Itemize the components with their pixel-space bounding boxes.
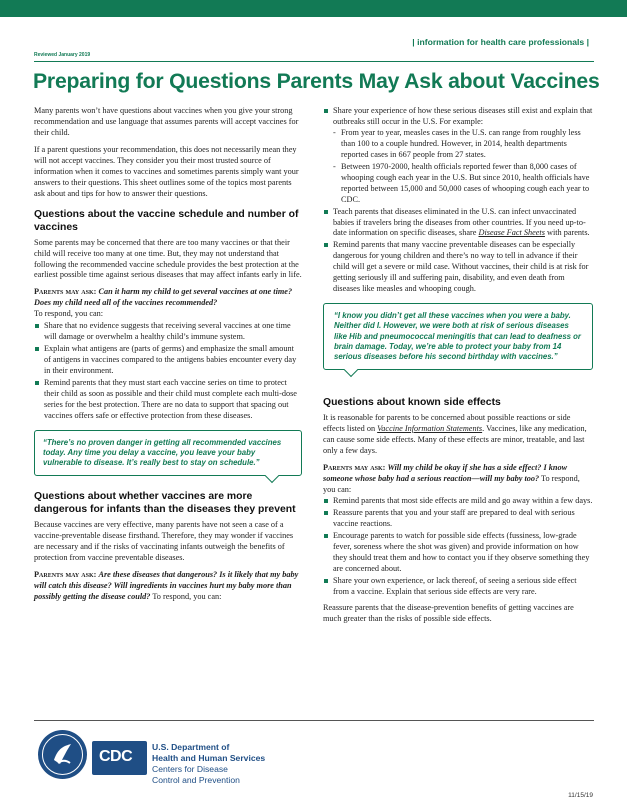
- audience-tag: | information for health care professionals |: [412, 37, 589, 47]
- list-item-text: with parents.: [547, 228, 590, 238]
- response-list: [323, 496, 593, 598]
- body-text: It is reasonable for parents to be concerned about possible reactions or side effects listed on: [323, 413, 571, 434]
- vaccine-information-statements-link[interactable]: Vaccine Information Statements: [377, 424, 483, 434]
- intro-paragraph-1: Many parents won’t have questions about vaccines when you give your strong recommendation and use language that assumes parents will accept vaccines for their child.: [34, 106, 299, 137]
- body-text: . Vaccines, like any medication, can cause some side effects. Many of these effects are minor, treatable, and last only a few days.: [323, 424, 587, 456]
- quote-callout: [34, 430, 302, 477]
- response-list: [34, 321, 302, 422]
- cdc-line-2: Control and Prevention: [152, 775, 240, 785]
- left-column: [34, 106, 302, 609]
- right-column: [323, 106, 593, 631]
- agency-block: [152, 742, 265, 786]
- parent-question: Are these diseases that dangerous? Is it likely that my baby will catch this disease? Will ingredients in vaccines hurt my baby more than possibly getting the disease could?: [34, 570, 299, 602]
- title-divider: [34, 61, 594, 62]
- parents-may-ask-label: Parents may ask:: [34, 287, 97, 297]
- parents-may-ask: [34, 570, 302, 603]
- response-list: [323, 106, 593, 295]
- quote-tail: [265, 469, 279, 483]
- section-heading-schedule: Questions about the vaccine schedule and number of vaccines: [34, 208, 299, 233]
- dept-line-2: Health and Human Services: [152, 753, 266, 763]
- quote-callout: [323, 303, 593, 370]
- quote-tail: [344, 363, 358, 377]
- quote-text: “There’s no proven danger in getting all recommended vaccines today. Any time you delay a vaccine, you leave your baby vulnerable to disease. It’s really best to stay on schedule.”: [43, 437, 282, 468]
- list-item-text: Teach parents that diseases eliminated in the U.S. can infect unvaccinated babies if travelers bring the diseases from other countries. If you need up-to-date information on specific diseases, share: [333, 206, 586, 238]
- reviewed-date: Reviewed January 2019: [34, 52, 91, 58]
- page-title: Preparing for Questions Parents May Ask about Vaccines: [33, 70, 600, 93]
- list-item: Remind parents that most side effects are mild and go away within a few days.: [323, 496, 593, 507]
- parents-may-ask-label: Parents may ask:: [34, 570, 97, 580]
- parent-question: Will my child be okay if she has a side effect? I know someone whose baby had a serious reaction—will my baby too?: [323, 463, 568, 483]
- publication-date: 11/15/19: [568, 792, 593, 799]
- quote-text: “I know you didn’t get all these vaccines when you were a baby. Neither did I. However, we were both at risk of serious diseases like Hib and pneumococcal meningitis that can lead to deafness or brain damage. Today, we’re able to protect your baby from 14 serious diseases before his second birthday with vaccines.”: [334, 311, 581, 362]
- sub-list-item-text: Between 1970-2000, health officials reported fewer than 8,000 cases of whooping cough each year in the U.S. But since 2010, health officials have reported between 15,000 and 50,000 cases of whooping cough each year to CDC.: [341, 161, 590, 204]
- list-item: Remind parents that many vaccine preventable diseases can be especially dangerous for young children and there’s no way to tell in advance if their child will get a severe or mild case. Without vaccines, their child is at risk for getting seriously ill and suffering pain, disability, and even death from diseases like measles and whooping cough.: [323, 240, 593, 295]
- cdc-line-1: Centers for Disease: [152, 764, 228, 774]
- section-heading-side-effects: Questions about known side effects: [323, 397, 501, 409]
- parent-question: Can it harm my child to get several vaccines at one time? Does my child need all of the vaccines recommended?: [34, 287, 293, 308]
- section-body-schedule: Some parents may be concerned that there are too many vaccines or that their child will receive too many at one time. But, they may not understand that following the recommended vaccine schedule provides the best protection at the earliest possible time against serious diseases that may affect infants early in life.: [34, 237, 302, 280]
- list-item: Remind parents that they must start each vaccine series on time to protect their child as soon as possible and their child must complete each multi-dose series for the best protection. There are no data to support that spacing out vaccines offers safe or effective protection from these diseases.: [34, 378, 302, 422]
- respond-intro: To respond, you can:: [34, 309, 104, 319]
- list-item: Explain what antigens are (parts of germs) and emphasize the small amount of antigens in vaccines compared to the antigens babies encounter every day in their environment.: [34, 344, 302, 377]
- parents-may-ask-label: Parents may ask:: [323, 463, 386, 473]
- list-item: Share that no evidence suggests that receiving several vaccines at one time will damage or overwhelm a healthy child’s immune system.: [34, 321, 302, 343]
- parents-may-ask: [323, 463, 593, 496]
- sub-list: [333, 128, 593, 206]
- disease-fact-sheets-link[interactable]: Disease Fact Sheets: [478, 228, 545, 238]
- cdc-logo-text: CDC: [99, 748, 133, 765]
- section-body-danger: Because vaccines are very effective, many parents have not seen a case of a vaccine-preventable disease firsthand. Therefore, they may wonder if vaccines are necessary and if the risks of vaccinating infants outweigh the benefits of protection from vaccine preventable diseases.: [34, 520, 294, 563]
- respond-intro: To respond, you can:: [323, 473, 580, 494]
- section-heading-danger: Questions about whether vaccines are more dangerous for infants than the diseases they prevent: [34, 491, 296, 516]
- list-item: Share your own experience, or lack thereof, of seeing a serious side effect from a vaccine. Explain that serious side effects are very rare.: [323, 576, 593, 598]
- footer-divider: [34, 720, 594, 721]
- intro-paragraph-2: If a parent questions your recommendation, this does not necessarily mean they will not accept vaccines. They consider you their most trusted source of information when it comes to vaccines and sometimes parents simply want your answers to their questions. This sheet outlines some of the topics most parents ask about and tips for how to answer their questions.: [34, 144, 299, 198]
- list-item: Encourage parents to watch for possible side effects (fussiness, low-grade fever, soreness where the shot was given) and provide information on how they should treat them and how to contact you if they observe something they are concerned about.: [323, 531, 593, 575]
- parents-may-ask: [34, 287, 302, 309]
- sub-list-item: - Between 1970-2000, health officials reported fewer than 8,000 cases of whooping cough each year in the U.S. But since 2010, health officials have reported between 15,000 and 50,000 cases of whooping cough each year to CDC.: [333, 161, 590, 204]
- respond-intro: To respond, you can:: [152, 592, 222, 602]
- dept-line-1: U.S. Department of: [152, 742, 230, 752]
- list-item-text: Share your experience of how these serious diseases still exist and explain that outbreaks still occur in the U.S. For example:: [333, 106, 593, 126]
- list-item: [323, 106, 593, 206]
- hhs-seal-icon: [38, 730, 87, 779]
- sub-list-item-text: From year to year, measles cases in the U.S. can range from roughly less than 100 to a couple hundred. However, in 2014, health departments reported cases in 667 people from 27 states.: [341, 127, 581, 159]
- section-body-side-effects: [323, 413, 593, 457]
- top-color-bar: [0, 0, 627, 17]
- list-item: [323, 207, 593, 240]
- sub-list-item: - From year to year, measles cases in the U.S. can range from roughly less than 100 to a couple hundred. However, in 2014, health departments reported cases in 667 people from 27 states.: [333, 127, 581, 159]
- closing-paragraph: Reassure parents that the disease-prevention benefits of getting vaccines are much greater than the risks of possible side effects.: [323, 603, 574, 624]
- cdc-logo: [92, 741, 147, 775]
- list-item: Reassure parents that you and your staff are prepared to deal with serious vaccine reactions.: [323, 508, 593, 530]
